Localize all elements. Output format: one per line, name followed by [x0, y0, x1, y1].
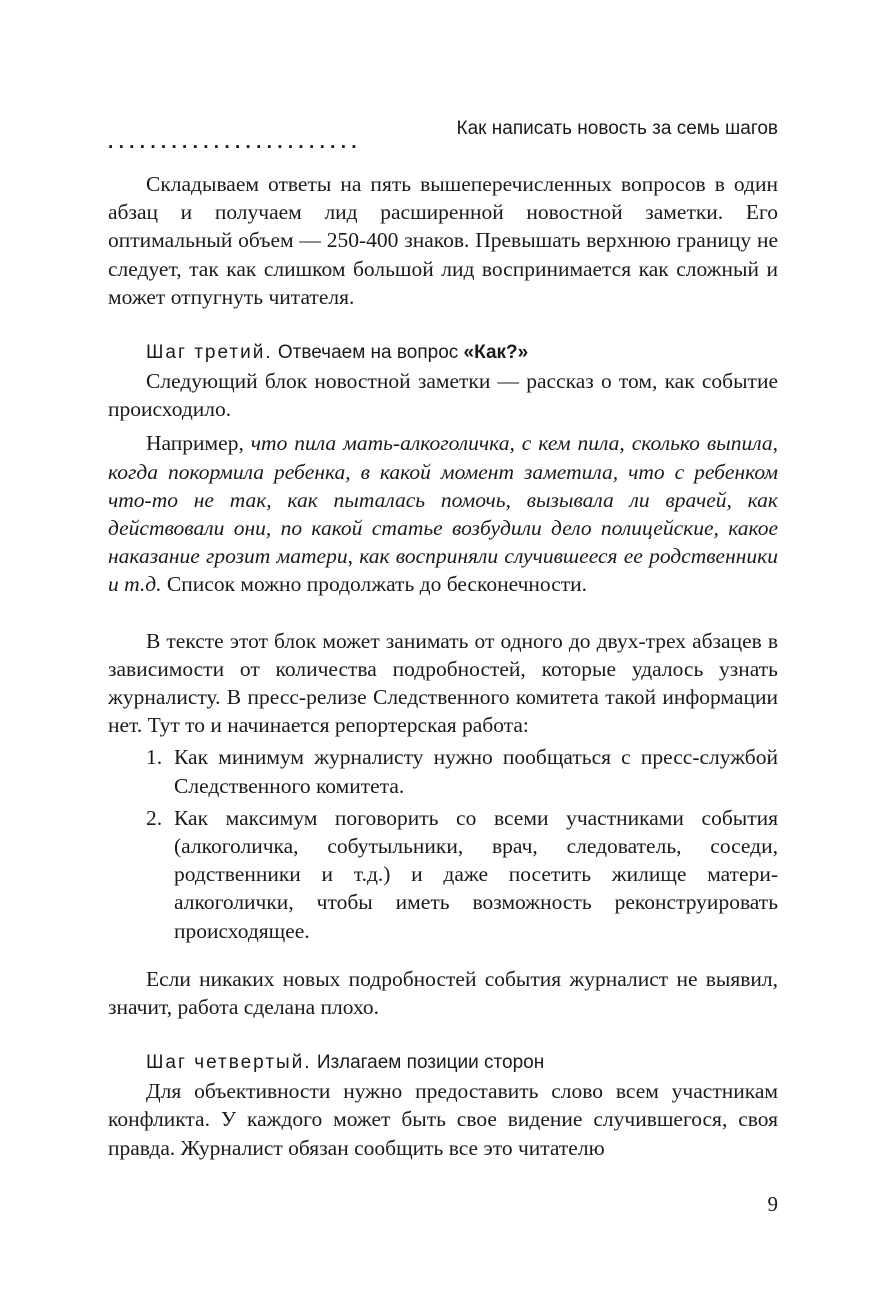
list-item-text: Как минимум журналисту нужно пообщаться с пресс-службой Следственного комитета. [174, 745, 778, 798]
header-dotted-rule: ........................ [108, 132, 362, 153]
heading-step-text: Отвечаем на вопрос [272, 342, 464, 364]
list-item-number: 1. [146, 745, 163, 770]
heading-step-text: Излагаем позиции сторон [311, 1052, 545, 1074]
paragraph-reporting: В тексте этот блок может занимать от одного до двух-трех абзацев в зависимости от количества подробностей, которые удалось узнать журналисту. В пресс-релизе Следственного комитета такой информации нет. Тут то и начинается репортерская работа: [108, 628, 778, 738]
heading-step-label: Шаг четвертый. [146, 1052, 312, 1074]
heading-step-three [108, 339, 778, 367]
paragraph-lead: Складываем ответы на пять вышеперечисленных вопросов в один абзац и получаем лид расширенной новостной заметки. Его оптимальный объем — 250-400 знаков. Превышать верхнюю границу не следует, так как слишком большой лид воспринимается как сложный и может отпугнуть читателя. [108, 172, 778, 309]
example-prefix: Например, [146, 431, 251, 456]
heading-step-emphasis: «Как?» [463, 342, 529, 364]
reporting-steps-list [108, 743, 778, 944]
example-italic-text: что пила мать-алкоголичка, с кем пила, сколько выпила, когда покормила ребенка, в какой момент заметила, что с ребенком что-то не так, как пыталась помочь, вызывала ли врачей, как действовали они, по какой статье возбудили дело полицейские, какое наказание грозит матери, как восприняли случившееся ее родственники и т.д. [108, 431, 778, 597]
list-item-number: 2. [146, 805, 163, 830]
heading-step-label: Шаг третий. [146, 342, 273, 364]
paragraph-objectivity: Для объективности нужно предоставить слово всем участникам конфликта. У каждого может быть свое видение случившегося, своя правда. Журналист обязан сообщить все это читателю [108, 1079, 778, 1160]
running-header-title: Как написать новость за семь шагов [456, 118, 778, 139]
running-header [108, 118, 778, 154]
body-text [108, 170, 778, 1162]
heading-step-four [108, 1049, 778, 1077]
paragraph-how-intro: Следующий блок новостной заметки — рассказ о том, как событие происходило. [108, 369, 778, 422]
list-item [108, 804, 778, 945]
page-number: 9 [767, 1192, 778, 1216]
example-suffix: Список можно продолжать до бесконечности. [161, 572, 588, 597]
paragraph-conclusion: Если никаких новых подробностей события журналист не выявил, значит, работа сделана плохо. [108, 966, 778, 1020]
paragraph-example [108, 429, 778, 598]
list-item [108, 743, 778, 799]
list-item-text: Как максимум поговорить со всеми участниками события (алкоголичка, собутыльники, врач, следователь, соседи, родственники и т.д.) и даже посетить жилище матери-алкоголички, чтобы иметь возможность реконструировать происходящее. [174, 805, 778, 943]
